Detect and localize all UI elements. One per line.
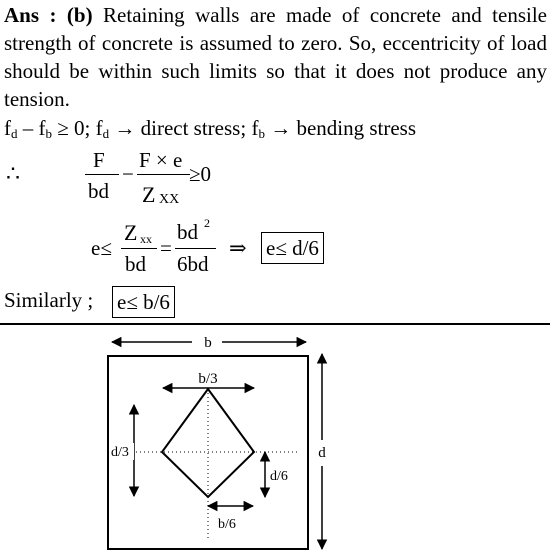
- label-b6: b/6: [218, 517, 236, 532]
- stress-condition: $f_d - f_b \ge 0$; $f_d$ → direct stress; $f_b$ → bending stress: [4, 116, 417, 141]
- result-box-b6: e≤ b/6: [112, 286, 175, 318]
- arrow-icon: →: [114, 116, 136, 140]
- therefore-symbol: ∴: [6, 161, 20, 186]
- label-d3: d/3: [111, 445, 129, 460]
- arrow-icon: →: [270, 116, 292, 140]
- label-d6: d/6: [270, 469, 288, 484]
- result-box-d6: e≤ d/6: [261, 232, 324, 264]
- implies-icon: ⇒: [229, 236, 247, 260]
- label-b3: b/3: [198, 371, 218, 387]
- label-d: d: [318, 445, 326, 461]
- answer-text: Retaining walls are made of concrete and tensile strength of concrete is assumed to zero. So, eccentricity of load should be within such limits so that it does not produce any tension.: [4, 3, 547, 111]
- answer-label: Ans : (b): [4, 3, 93, 27]
- label-b: b: [204, 335, 212, 351]
